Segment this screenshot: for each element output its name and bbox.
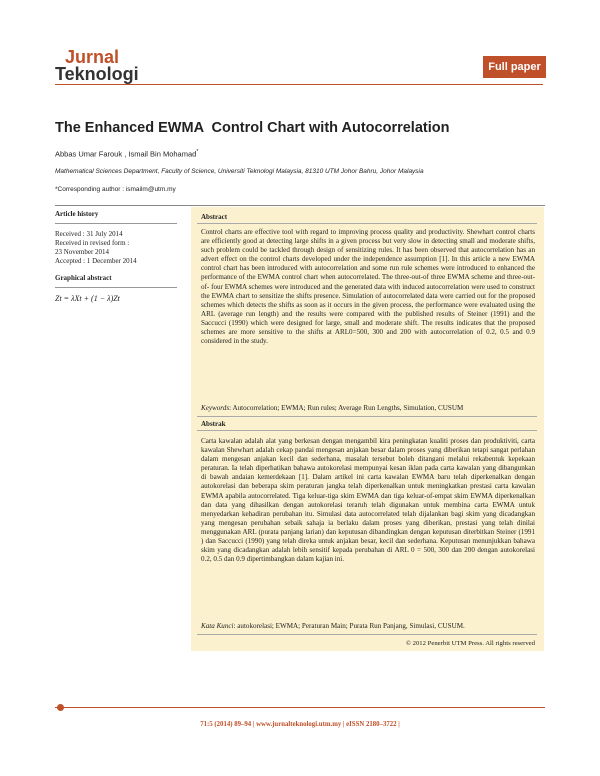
history-line: 23 November 2014 bbox=[55, 248, 110, 256]
journal-logo bbox=[55, 49, 139, 83]
abstrak-body: Carta kawalan adalah alat yang berkesan dengan mengambil kira peningkatan kualiti proses dan produktiviti, carta kawalan Shewhart adalah cekap pandai mengesan anjakan besar dalam proses yang diberikan tetapi sangat perlahan dalam mengesan anjakan kecil dan sederhana, masalah tersebut boleh ditangani melalui rekabentuk kepekaan peraturan. Ia telah diperhatikan bahawa autokorelasi mempunyai kesan iklan pada carta kawalan yang dibangunkan di bawah andaian kemerdekaan [1]. Dalam artikel ini carta kawalan EWMA baru telah diperkenalkan dengan autokorelasi dan beberapa skim peraturan jangka telah diperkenalkan untuk meningkatkan prestasi carta kawalan EWMA apabila autocorrelated. Tiga keluar-tiga skim EWMA dan tiga keluar-of-empat skim EWMA diperkenalkan dan data yang dihasilkan dengan autokorelasi teraruh telah digunakan untuk membina carta EWMA untuk menyedarkan kehadiran perubahan itu. Simulasi data autocorrelated telah dijalankan bagi skim yang dicadangkan yang mengesan perubahan sebaik sahaja ia berlaku dalam proses yang diberikan, prestasi yang telah dinilai menggunakan ARL (purata panjang larian) dan keputusan dibandingkan dengan keputusan diterbitkan Steiner (1991 ) dan Saccucci (1990) yang telah direka untuk anjakan besar, kecil dan sederhana. Keputusan menunjukkan bahawa skim yang dicadangkan adalah lebih sensitif kepada perubahan di ARL 0 = 500, 300 dan 200 dengan autokorelasi 0.2, 0.5 dan 0.9 dipertimbangkan dalam kajian ini. bbox=[201, 437, 535, 564]
keywords-text: : Autocorrelation; EWMA; Run rules; Average Run Lengths, Simulation, CUSUM bbox=[229, 404, 464, 412]
keywords-label: Keywords bbox=[201, 404, 230, 412]
history-line: Received : 31 July 2014 bbox=[55, 230, 123, 238]
abstrak-keywords bbox=[201, 622, 535, 631]
article-affiliation: Mathematical Sciences Department, Faculty of Science, Universiti Teknologi Malaysia, 81310 UTM Johor Bahru, Johor Malaysia bbox=[55, 168, 424, 175]
abstract-heading: Abstract bbox=[201, 213, 228, 221]
abstract-rule bbox=[197, 223, 537, 224]
abstract-keywords bbox=[201, 404, 535, 413]
graphical-rule bbox=[55, 287, 177, 288]
article-sidebar bbox=[55, 210, 177, 303]
title-divider bbox=[55, 205, 545, 206]
footer-divider bbox=[55, 707, 545, 708]
ewma-formula: Zt = λXt + (1 − λ)Zt bbox=[55, 294, 120, 303]
kata-kunci-rule bbox=[197, 634, 537, 635]
copyright-notice: © 2012 Penerbit UTM Press. All rights reserved bbox=[405, 640, 535, 647]
kata-kunci-text: : autokorelasi; EWMA; Peraturan Main; Purata Run Panjang, Simulasi, CUSUM. bbox=[233, 622, 465, 630]
logo-line-1: Jurnal bbox=[65, 47, 120, 67]
header-divider bbox=[55, 84, 543, 85]
corresponding-mark: * bbox=[196, 149, 199, 155]
keywords-rule bbox=[197, 416, 537, 417]
abstrak-rule bbox=[197, 430, 537, 431]
article-title: The Enhanced EWMA Control Chart with Autocorrelation bbox=[55, 120, 450, 136]
authors-text: Abbas Umar Farouk , Ismail Bin Mohamad bbox=[55, 149, 197, 159]
history-rule bbox=[55, 223, 177, 224]
history-line: Received in revised form : bbox=[55, 239, 130, 247]
corresponding-author[interactable]: *Corresponding author : ismailm@utm.my bbox=[55, 186, 176, 193]
footer-citation[interactable]: 71:5 (2014) 89–94 | www.jurnalteknologi.utm.my | eISSN 2180–3722 | bbox=[200, 721, 400, 728]
abstract-body: Control charts are effective tool with regard to improving process quality and productivity. Shewhart control charts are efficiently good at detecting large shifts in a given process but very slow in detecting small and moderate shifts, such problem could be tackled through design of sensitizing rules. It has been observed that autocorrelation has an advert effect on the control charts developed under the independence assumption [1]. In this article a new EWMA control chart has been introduced with autocorrelation and some run rule schemes were introduced to enhanced the performance of the EWMA control chart when autocorrelated. The three-out-of three EWMA scheme and three-out-of- four EWMA schemes were introduced and the generated data with induced autocorrelation were used to construct the EWMA chart to sensitize the shifts presence. Simulation of autocorrelated data were carried out for the proposed schemes which detects the shifts as soon as it occurs in the given process, the performance were evaluated using the ARL (average run length) and the results were compared with the published results of Steiner (1991) and the Saccucci (1990) which were designed for large, small and moderate shift. The results indicates that the proposed schemes are more sensitive to the shifts at ARL0=500, 300 and 200 with autocorrelation of 0.2, 0.5 and 0.9 considered in the study. bbox=[201, 228, 535, 346]
history-line: Accepted : 1 December 2014 bbox=[55, 257, 137, 265]
logo-line-2: Teknologi bbox=[55, 64, 139, 84]
footer-dot-icon bbox=[57, 704, 64, 711]
article-authors bbox=[55, 149, 198, 159]
kata-kunci-label: Kata Kunci bbox=[201, 622, 234, 630]
full-paper-badge: Full paper bbox=[483, 56, 546, 78]
abstrak-heading: Abstrak bbox=[201, 420, 226, 428]
history-heading: Article history bbox=[55, 210, 99, 218]
graphical-abstract-heading: Graphical abstract bbox=[55, 274, 112, 282]
